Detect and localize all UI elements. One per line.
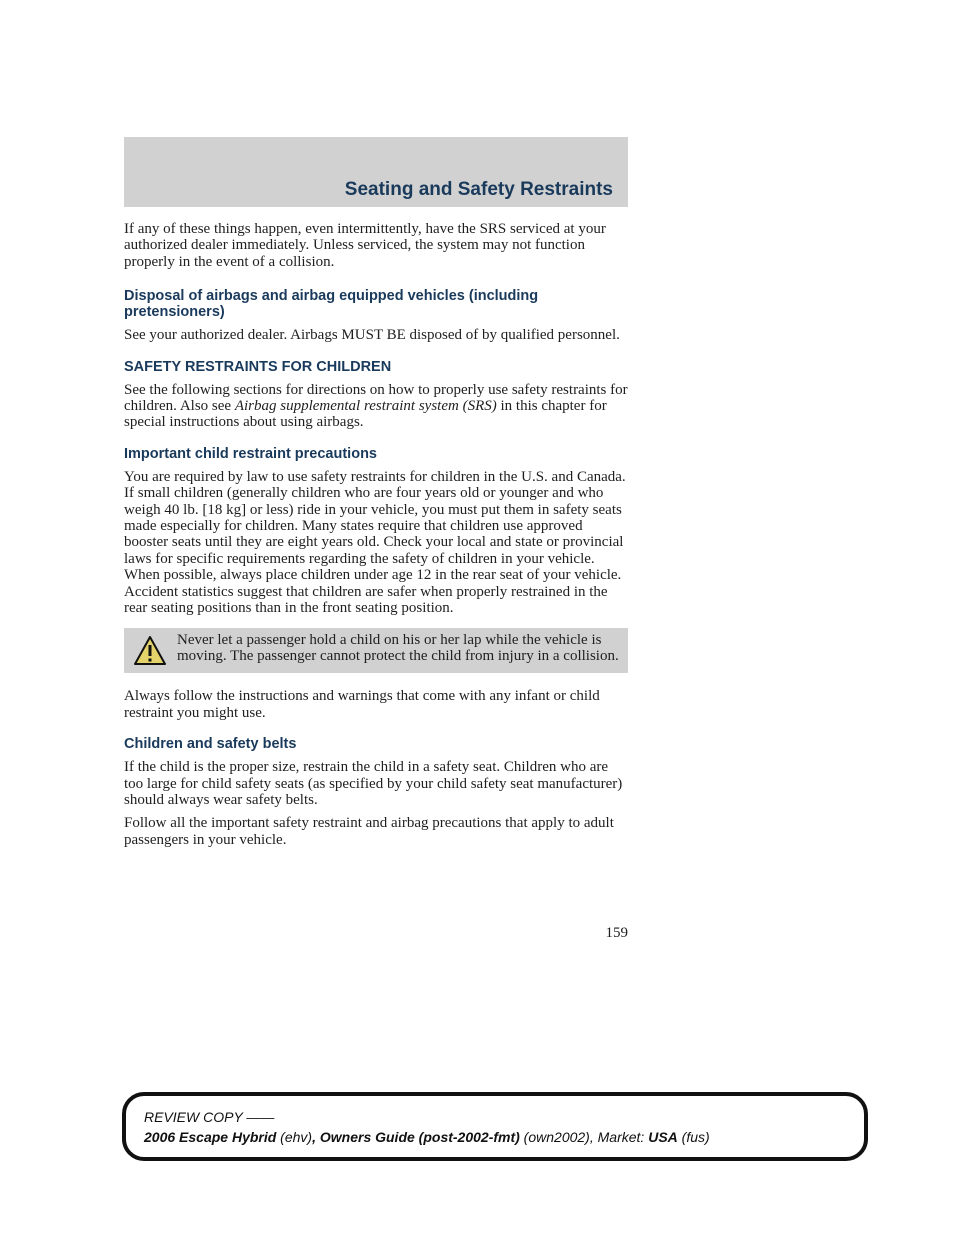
child-restraints-heading: SAFETY RESTRAINTS FOR CHILDREN [124,358,392,375]
document-info [144,1129,710,1145]
warning-box [124,628,628,674]
market-label: , Market: [589,1129,649,1145]
precautions-paragraph: You are required by law to use safety restraints for children in the U.S. and Canada. If small children (generally children who are four years old or younger and who weigh 40 lb. [18 kg] or less) ride in your vehicle, you must put them in safety seats made especially for children. Many states require that children use approved booster seats until they are eight years old. Check your local and state or provincial laws for specific requirements regarding the safety of children in your vehicle. When possible, always place children under age 12 in the rear seat of your vehicle. Accident statistics suggest that children are safer when properly restrained in the rear seating positions than in the front seating position. [124,468,626,617]
market-code: (fus) [677,1129,710,1145]
precautions-heading: Important child restraint precautions [124,445,377,462]
review-copy-label: REVIEW COPY —— [144,1109,275,1125]
safety-belts-heading: Children and safety belts [124,736,297,753]
section-header-band [124,137,628,207]
section-title: Seating and Safety Restraints [344,179,613,200]
guide-name: Owners Guide (post-2002-fmt) [319,1129,520,1145]
instructions-paragraph: Always follow the instructions and warnings that come with any infant or child restraint you might use. [124,688,600,721]
child-restraints-text-1: See the following sections for directions on how to properly use safety restraints for children. Also see [124,381,628,415]
page-content [124,221,630,855]
child-restraints-text-2: in this chapter for special instructions about using airbags. [124,398,607,431]
disposal-paragraph: See your authorized dealer. Airbags MUST BE disposed of by qualified personnel. [124,327,620,344]
guide-code: (own2002) [519,1129,590,1145]
review-copy-footer [122,1092,868,1161]
model-code: (ehv) [276,1129,313,1145]
warning-text: Never let a passenger hold a child on his or her lap while the vehicle is moving. The passenger cannot protect the child from injury in a collision. [177,631,619,664]
safety-belts-paragraph-1: If the child is the proper size, restrain the child in a safety seat. Children who are too large for child safety seats (as specified by your child safety seat manufacturer) should always wear safety belts. [124,759,623,808]
warning-icon [132,634,168,668]
safety-belts-paragraph-2: Follow all the important safety restraint and airbag precautions that apply to adult passengers in your vehicle. [124,815,614,848]
market-name: USA [648,1129,678,1145]
page-number: 159 [605,925,628,941]
disposal-heading: Disposal of airbags and airbag equipped vehicles (including pretensioners) [124,288,539,321]
separator-1: , [312,1129,320,1145]
child-restraints-paragraph [124,382,630,431]
srs-reference: Airbag supplemental restraint system (SRS) [234,398,497,415]
srs-service-paragraph: If any of these things happen, even intermittently, have the SRS serviced at your authorized dealer immediately. Unless serviced, the system may not function properly in the event of a collision. [124,221,606,270]
model-name: 2006 Escape Hybrid [144,1129,277,1145]
